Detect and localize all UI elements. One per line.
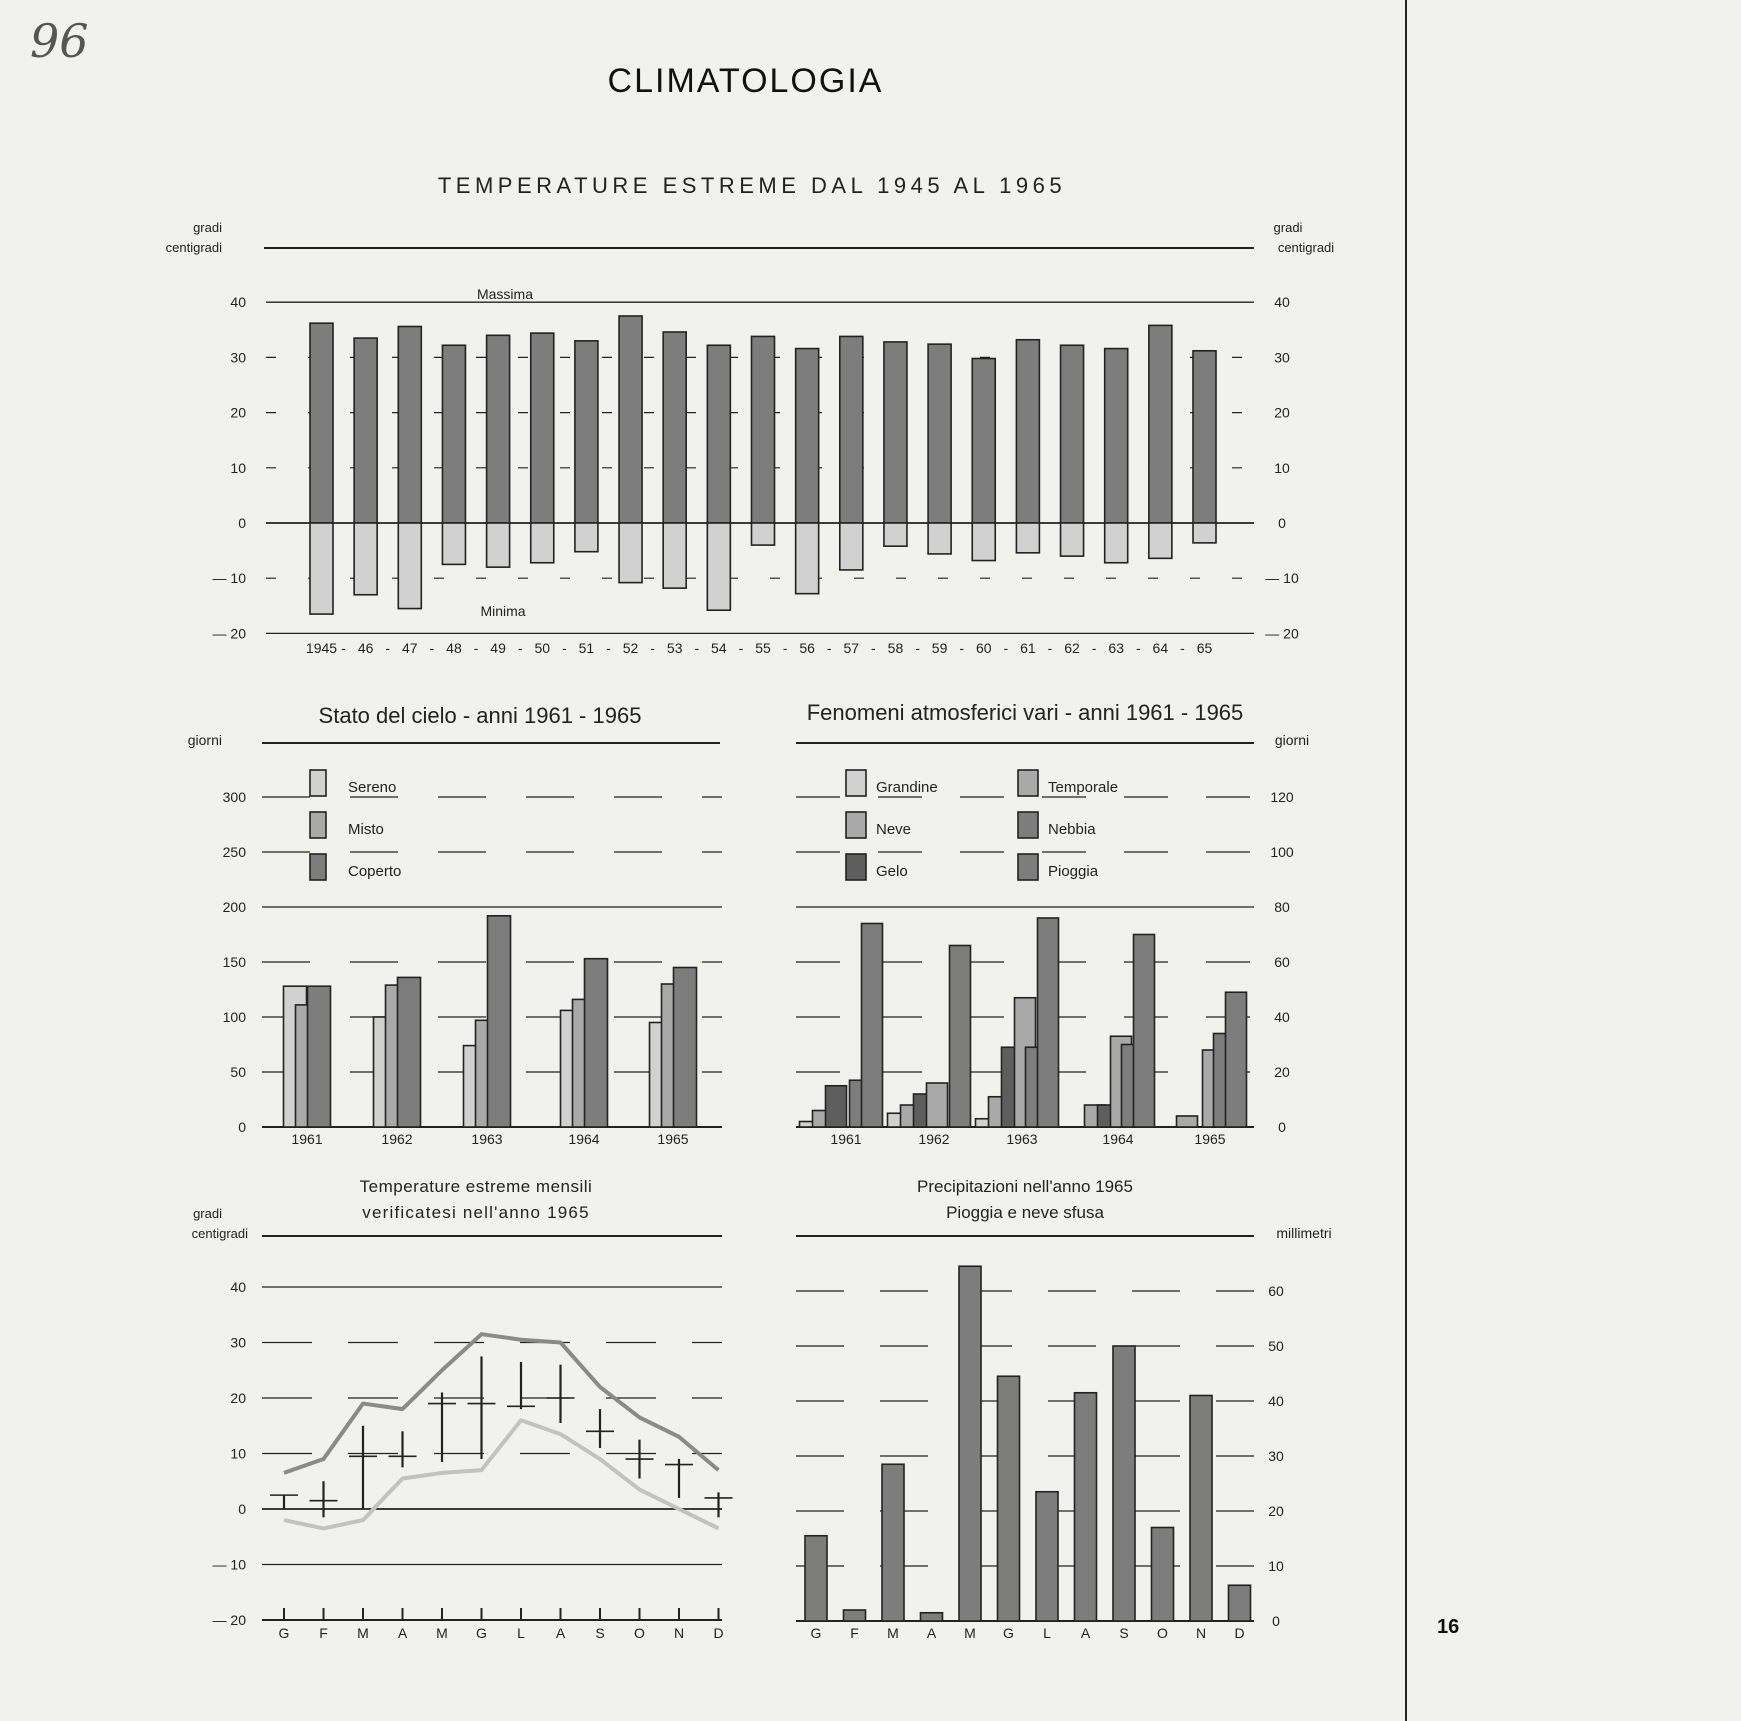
x-tick-separator: - — [826, 640, 832, 656]
y-tick-label: 40 — [230, 1279, 246, 1295]
y-tick-label: 40 — [230, 294, 246, 311]
legend-swatch — [310, 854, 326, 880]
legend-swatch — [1018, 812, 1038, 838]
chart-title: Fenomeni atmosferici vari - anni 1961 - 1965 — [806, 700, 1244, 725]
bar-max — [1105, 349, 1128, 523]
y-unit: gradi — [193, 1206, 222, 1221]
x-tick-label: 46 — [357, 640, 374, 656]
x-tick-label: D — [1234, 1625, 1245, 1641]
x-tick-label: 57 — [843, 640, 860, 656]
legend-swatch — [846, 812, 866, 838]
bar-precipitazioni — [805, 1536, 827, 1621]
y-tick-label: 30 — [1274, 349, 1290, 366]
bar-min — [531, 523, 554, 563]
y-tick-label: 250 — [222, 844, 246, 860]
x-tick-separator: - — [871, 640, 876, 656]
bar-min — [1149, 523, 1172, 558]
x-tick-label: 65 — [1196, 640, 1213, 656]
y-tick-label: 20 — [1274, 1064, 1290, 1080]
bar-min — [310, 523, 333, 614]
bar-min — [884, 523, 907, 546]
y-tick-label: 40 — [1274, 294, 1290, 311]
x-tick-label: 54 — [711, 640, 727, 656]
bar-pioggia — [950, 946, 971, 1128]
y-unit: millimetri — [1276, 1225, 1332, 1241]
y-unit-right: gradi — [1273, 220, 1303, 235]
legend-swatch — [846, 770, 866, 796]
legend-label: Sereno — [348, 779, 397, 796]
bar-precipitazioni — [1190, 1396, 1212, 1622]
x-tick-label: A — [1080, 1625, 1091, 1641]
bar-max — [840, 336, 863, 523]
y-tick-label: 40 — [1274, 1009, 1290, 1025]
bar-coperto — [674, 968, 697, 1128]
bar-max — [796, 349, 819, 523]
bar-min — [752, 523, 775, 545]
y-tick-label: 300 — [222, 789, 246, 805]
bar-coperto — [488, 916, 511, 1127]
chart-title-line1: Temperature estreme mensili — [359, 1177, 593, 1196]
y-tick-label: — 20 — [1265, 625, 1299, 642]
bar-precipitazioni — [959, 1266, 981, 1621]
x-tick-label: A — [926, 1625, 937, 1641]
x-tick-label: 51 — [578, 640, 595, 656]
y-tick-label: 0 — [1278, 1119, 1286, 1135]
bar-precipitazioni — [921, 1613, 943, 1621]
y-tick-label: 20 — [1274, 404, 1290, 421]
bar-max — [354, 338, 377, 523]
y-tick-label: 20 — [1268, 1503, 1284, 1519]
legend-swatch — [310, 812, 326, 838]
bar-min — [1061, 523, 1084, 556]
bar-max — [1193, 351, 1216, 523]
y-unit: giorni — [187, 732, 222, 748]
bar-precipitazioni — [998, 1376, 1020, 1621]
x-tick-label: S — [1119, 1625, 1129, 1641]
x-tick-label: 1965 — [1194, 1131, 1226, 1147]
bar-precipitazioni — [1036, 1492, 1058, 1621]
chart-title: TEMPERATURE ESTREME DAL 1945 AL 1965 — [437, 173, 1067, 198]
x-tick-label: 1964 — [568, 1131, 600, 1147]
bar-min — [575, 523, 598, 552]
y-tick-label: 60 — [1274, 954, 1290, 970]
bar-max — [884, 342, 907, 523]
x-tick-label: 48 — [446, 640, 462, 656]
bar-pioggia — [1226, 992, 1247, 1127]
bar-coperto — [585, 959, 608, 1127]
chart-title-line2: verificatesi nell'anno 1965 — [362, 1203, 590, 1222]
y-tick-label: — 10 — [212, 1556, 246, 1573]
y-tick-label: — 20 — [212, 1612, 246, 1628]
bar-min — [972, 523, 995, 561]
y-tick-label: 50 — [230, 1064, 246, 1080]
y-tick-label: 150 — [222, 954, 246, 970]
x-tick-label: M — [964, 1625, 976, 1641]
y-tick-label: 0 — [238, 1119, 246, 1135]
bar-max — [1149, 325, 1172, 523]
bar-min — [442, 523, 465, 564]
x-tick-label: 61 — [1020, 640, 1036, 656]
x-tick-separator: - — [429, 640, 435, 656]
x-tick-label: 56 — [799, 640, 815, 656]
bar-min — [487, 523, 510, 567]
x-tick-label: L — [1043, 1625, 1051, 1641]
y-tick-label: 0 — [1272, 1613, 1280, 1629]
chart-title: Stato del cielo - anni 1961 - 1965 — [318, 703, 642, 728]
x-tick-label: 1962 — [918, 1131, 950, 1147]
x-tick-label: 47 — [402, 640, 418, 656]
y-unit: centigradi — [191, 1226, 248, 1241]
bar-max — [398, 326, 421, 523]
x-tick-label: L — [517, 1625, 525, 1641]
y-tick-label: 100 — [1270, 844, 1294, 860]
y-tick-label: 30 — [230, 349, 246, 366]
y-tick-label: — 20 — [212, 625, 246, 642]
x-tick-separator: - — [561, 640, 567, 656]
x-tick-label: O — [634, 1625, 645, 1641]
x-tick-label: M — [357, 1625, 369, 1641]
x-tick-label: 64 — [1152, 640, 1169, 656]
x-tick-separator: - — [1003, 640, 1009, 656]
bar-precipitazioni — [1075, 1393, 1097, 1621]
bar-pioggia — [862, 924, 883, 1128]
x-tick-separator: - — [650, 640, 655, 656]
x-tick-label: G — [278, 1625, 290, 1641]
bar-max — [928, 344, 951, 523]
y-unit-left: gradi — [193, 220, 222, 235]
x-tick-label: 1962 — [381, 1131, 413, 1147]
legend-label: Misto — [348, 821, 384, 838]
x-tick-separator: - — [782, 640, 788, 656]
bar-max — [531, 333, 554, 523]
bar-max — [707, 345, 730, 523]
y-tick-label: 10 — [1268, 1558, 1284, 1574]
x-tick-separator: - — [1180, 640, 1185, 656]
bar-max — [972, 359, 995, 523]
x-tick-separator: - — [1135, 640, 1141, 656]
x-tick-label: 50 — [534, 640, 551, 656]
x-tick-label: 1961 — [291, 1131, 323, 1147]
x-tick-separator: - — [606, 640, 611, 656]
x-tick-label: A — [397, 1625, 408, 1641]
bar-max — [1061, 345, 1084, 523]
y-tick-label: 0 — [238, 1501, 246, 1517]
x-tick-label: 49 — [490, 640, 506, 656]
y-tick-label: 60 — [1268, 1283, 1284, 1299]
bar-max — [575, 341, 598, 523]
legend-label: Pioggia — [1048, 863, 1099, 880]
y-tick-label: 0 — [1278, 515, 1286, 531]
bar-precipitazioni — [1152, 1528, 1174, 1622]
legend-label: Grandine — [876, 779, 938, 796]
bar-neve — [1177, 1116, 1198, 1127]
y-tick-label: 30 — [230, 1334, 246, 1351]
x-tick-label: 58 — [887, 640, 904, 656]
y-tick-label: — 10 — [212, 570, 246, 587]
x-tick-label: 52 — [622, 640, 639, 656]
legend-swatch — [310, 770, 326, 796]
legend-swatch — [846, 854, 866, 880]
x-tick-separator: - — [517, 640, 523, 656]
bar-min — [796, 523, 819, 594]
legend-swatch — [1018, 770, 1038, 796]
bar-max — [1016, 340, 1039, 523]
x-tick-label: 59 — [931, 640, 948, 656]
x-tick-label: 63 — [1108, 640, 1124, 656]
x-tick-label: 60 — [975, 640, 992, 656]
bar-max — [752, 336, 775, 523]
bar-pioggia — [1134, 935, 1155, 1128]
series-line-massima — [284, 1334, 719, 1473]
bar-coperto — [308, 986, 331, 1127]
x-tick-label: O — [1157, 1625, 1168, 1641]
x-tick-label: D — [713, 1625, 724, 1641]
bar-precipitazioni — [1229, 1585, 1251, 1621]
bar-min — [663, 523, 686, 588]
bar-max — [487, 335, 510, 523]
bar-max — [442, 345, 465, 523]
bar-max — [663, 332, 686, 523]
y-tick-label: 50 — [1268, 1338, 1284, 1354]
x-tick-label: G — [1003, 1625, 1014, 1641]
x-tick-label: 1964 — [1102, 1131, 1134, 1147]
bar-max — [310, 323, 333, 523]
x-tick-separator: - — [694, 640, 700, 656]
x-tick-separator: - — [341, 640, 346, 656]
x-tick-separator: - — [915, 640, 920, 656]
x-tick-label: M — [887, 1625, 899, 1641]
x-tick-label: 53 — [666, 640, 683, 656]
bar-precipitazioni — [1113, 1346, 1135, 1621]
x-tick-label: N — [1195, 1625, 1207, 1641]
label-massima: Massima — [476, 286, 534, 302]
bar-min — [398, 523, 421, 609]
chart-title-line1: Precipitazioni nell'anno 1965 — [917, 1177, 1133, 1196]
x-tick-label: M — [436, 1625, 448, 1641]
x-tick-label: N — [673, 1625, 685, 1641]
y-tick-label: 40 — [1268, 1393, 1284, 1409]
x-tick-label: 1965 — [657, 1131, 689, 1147]
y-tick-label: — 10 — [1265, 570, 1299, 587]
x-tick-separator: - — [473, 640, 479, 656]
chart-title-line2: Pioggia e neve sfusa — [946, 1203, 1104, 1222]
y-tick-label: 10 — [230, 1445, 246, 1462]
bar-precipitazioni — [844, 1610, 866, 1621]
x-tick-label: 1963 — [471, 1131, 503, 1147]
x-tick-label: 1945 — [305, 640, 338, 656]
x-tick-label: G — [476, 1625, 487, 1641]
x-tick-label: 1961 — [830, 1131, 862, 1147]
y-tick-label: 0 — [238, 515, 246, 531]
y-unit: giorni — [1274, 732, 1310, 748]
page-number: 16 — [1437, 1616, 1460, 1638]
bar-min — [1193, 523, 1216, 543]
legend-label: Coperto — [348, 863, 402, 880]
bar-pioggia — [1038, 918, 1059, 1127]
x-tick-label: 62 — [1064, 640, 1080, 656]
y-tick-label: 80 — [1274, 899, 1290, 915]
x-tick-separator: - — [738, 640, 744, 656]
x-tick-separator: - — [1047, 640, 1053, 656]
x-tick-label: A — [555, 1625, 566, 1641]
handwritten-page-number: 96 — [30, 14, 89, 68]
page-title: CLIMATOLOGIA — [607, 62, 884, 100]
bar-min — [707, 523, 730, 610]
bar-max — [619, 316, 642, 523]
x-tick-separator: - — [1091, 640, 1097, 656]
y-tick-label: 20 — [230, 404, 246, 421]
y-unit-right: centigradi — [1277, 240, 1335, 255]
bar-temporale — [927, 1083, 948, 1127]
bar-precipitazioni — [882, 1464, 904, 1621]
y-tick-label: 120 — [1270, 789, 1294, 805]
x-tick-label: S — [595, 1625, 605, 1641]
x-tick-label: 55 — [755, 640, 771, 656]
bar-min — [619, 523, 642, 583]
series-line-minima — [284, 1420, 719, 1528]
bar-min — [1105, 523, 1128, 563]
bar-gelo — [826, 1086, 847, 1127]
y-unit-left: centigradi — [165, 240, 222, 255]
bar-min — [840, 523, 863, 570]
y-tick-label: 30 — [1268, 1448, 1284, 1464]
x-tick-separator: - — [959, 640, 965, 656]
bar-min — [1016, 523, 1039, 553]
legend-label: Nebbia — [1048, 821, 1096, 838]
legend-label: Neve — [876, 821, 912, 838]
legend-label: Gelo — [876, 863, 908, 880]
x-tick-label: G — [810, 1625, 822, 1641]
x-tick-label: 1963 — [1006, 1131, 1038, 1147]
y-tick-label: 100 — [222, 1009, 246, 1025]
legend-label: Temporale — [1048, 779, 1119, 796]
label-minima: Minima — [480, 603, 526, 619]
bar-min — [354, 523, 377, 595]
legend-swatch — [1018, 854, 1038, 880]
y-tick-label: 200 — [222, 899, 246, 915]
y-tick-label: 20 — [230, 1390, 246, 1406]
x-tick-label: F — [319, 1625, 328, 1641]
x-tick-label: F — [850, 1625, 859, 1641]
bar-coperto — [398, 977, 421, 1127]
y-tick-label: 10 — [1274, 459, 1290, 476]
y-tick-label: 10 — [230, 459, 246, 476]
bar-min — [928, 523, 951, 554]
x-tick-separator: - — [385, 640, 391, 656]
